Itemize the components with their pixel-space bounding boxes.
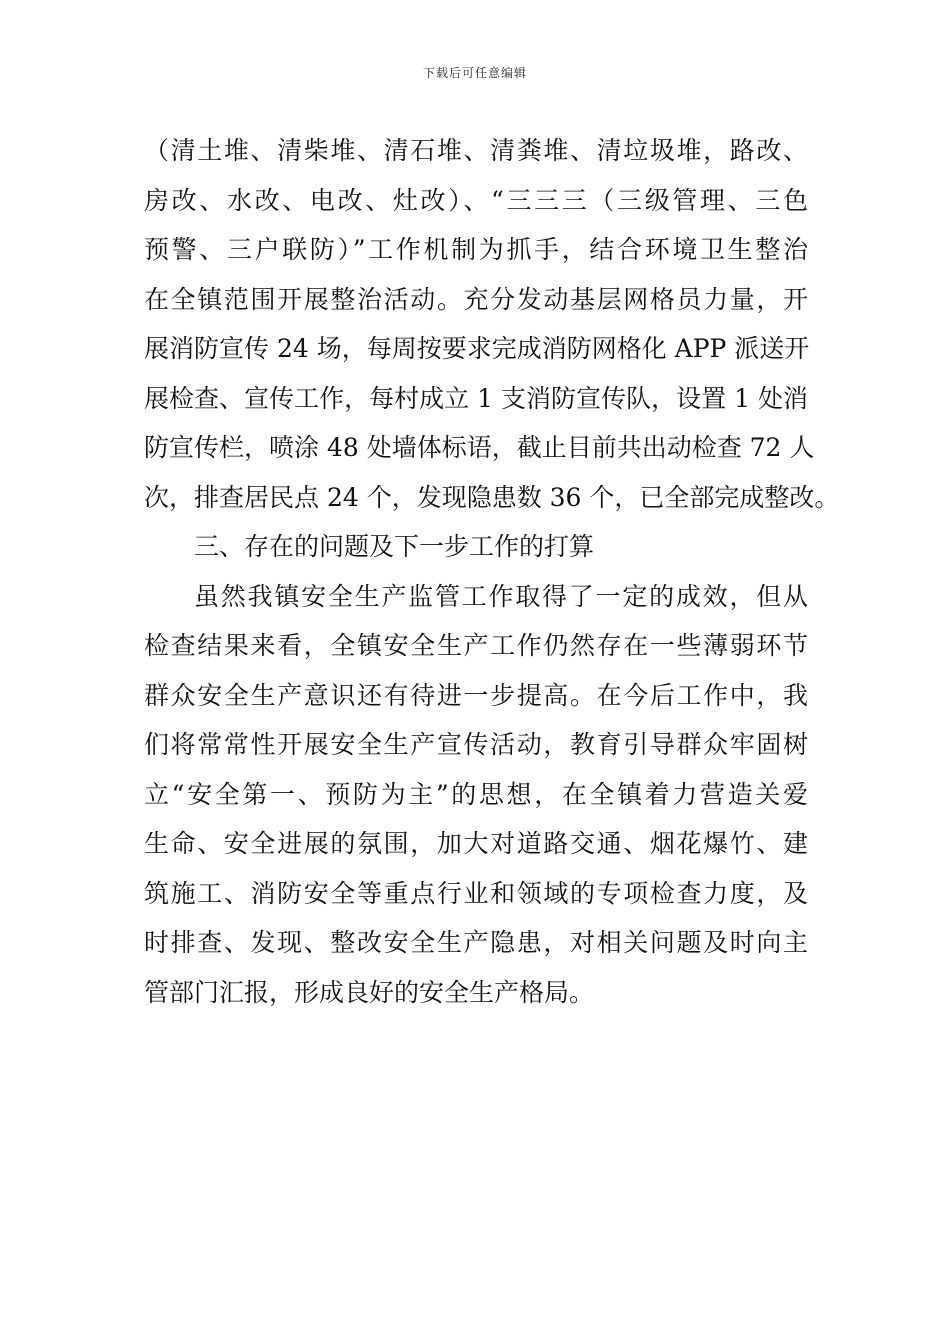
text-line: 房改、水改、电改、灶改）、“三三三（三级管理、三色	[144, 185, 808, 215]
text-line: 展消防宣传 24 场，每周按要求完成消防网格化 APP 派送开	[144, 334, 810, 363]
text-line: 群众安全生产意识还有待进一步提高。在今后工作中，我	[144, 680, 808, 710]
text-line: 防宣传栏，喷涂 48 处墙体标语，截止目前共出动检查 72 人	[144, 433, 815, 462]
text-line: 检查结果来看，全镇安全生产工作仍然存在一些薄弱环节	[144, 631, 808, 660]
text-line: 立“安全第一、预防为主”的思想，在全镇着力营造关爱	[144, 779, 808, 809]
text-line: 在全镇范围开展整治活动。充分发动基层网格员力量，开	[144, 284, 808, 314]
text-line: 展检查、宣传工作，每村成立 1 支消防宣传队，设置 1 处消	[144, 383, 808, 413]
text-line: 次，排查居民点 24 个，发现隐患数 36 个，已全部完成整改。	[144, 482, 840, 512]
text-line: 时排查、发现、整改安全生产隐患，对相关问题及时向主	[144, 928, 808, 957]
document-body	[144, 126, 840, 1017]
text-line: 们将常常性开展安全生产宣传活动，教育引导群众牢固树	[144, 730, 808, 759]
section-heading: 三、存在的问题及下一步工作的打算	[194, 532, 595, 561]
text-line: 虽然我镇安全生产监管工作取得了一定的成效，但从	[194, 581, 808, 611]
text-line: 管部门汇报，形成良好的安全生产格局。	[144, 977, 595, 1007]
page-header: 下载后可任意编辑	[422, 66, 527, 80]
text-line: 预警、三户联防）”工作机制为抓手，结合环境卫生整治	[144, 235, 808, 264]
text-line: 筑施工、消防安全等重点行业和领域的专项检查力度，及	[144, 878, 808, 908]
paragraph-measures	[144, 126, 840, 522]
text-line: 生命、安全进展的氛围，加大对道路交通、烟花爆竹、建	[144, 829, 808, 858]
text-line: （清土堆、清柴堆、清石堆、清粪堆、清垃圾堆，路改、	[144, 136, 808, 165]
paragraph-problems-plans	[144, 572, 808, 1018]
